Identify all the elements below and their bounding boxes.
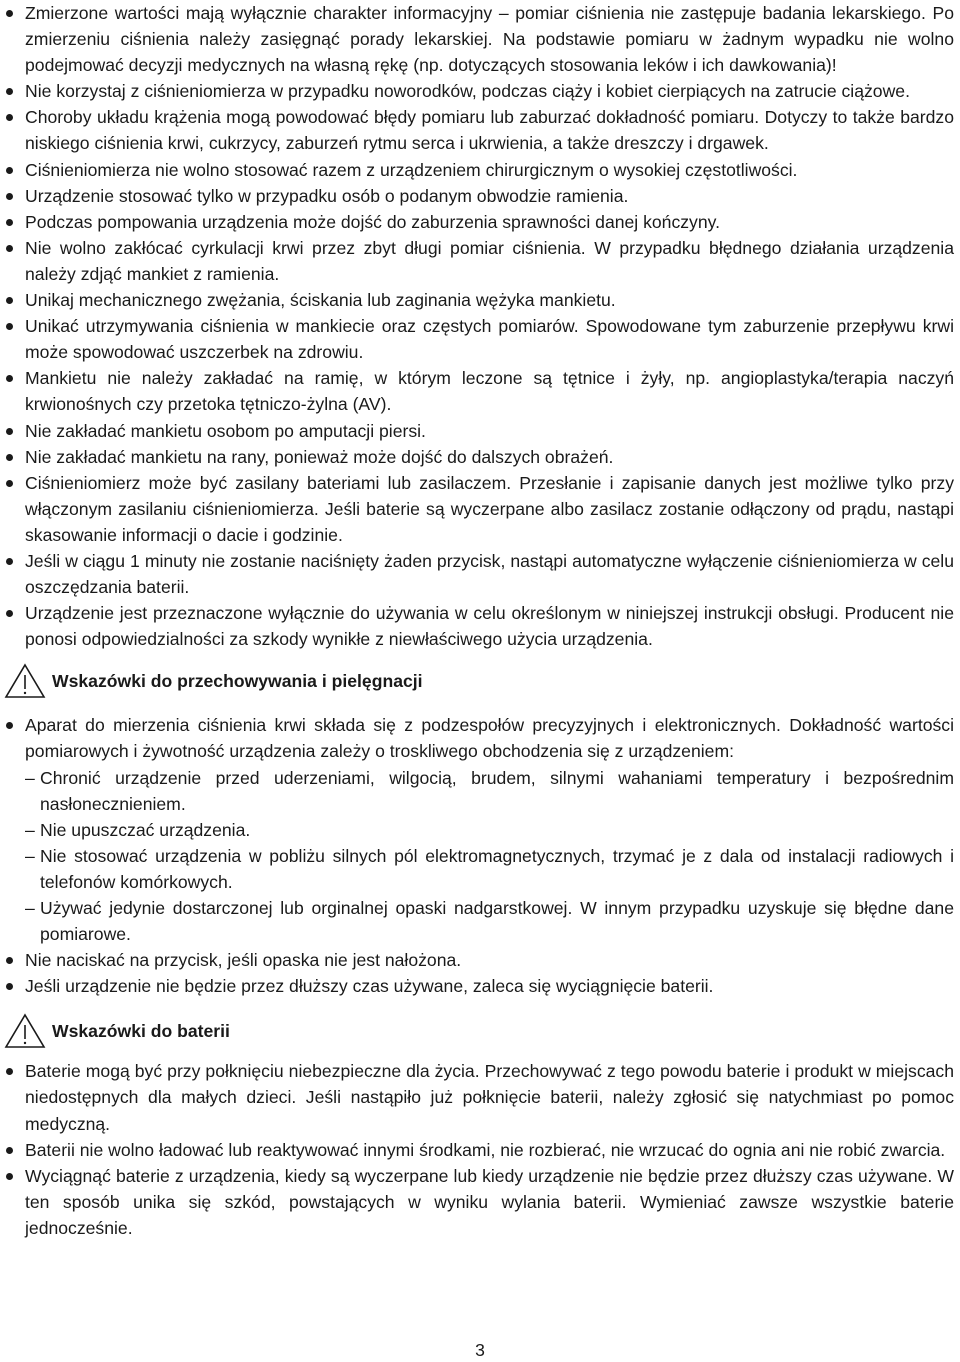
list-item: Mankietu nie należy zakładać na ramię, w którym leczone są tętnice i żyły, np. angioplastyka/terapia naczyń krwionośnych czy przetoka tętniczo-żylna (AV). [4,365,954,417]
list-item: Ciśnieniomierza nie wolno stosować razem z urządzeniem chirurgicznym o wysokiej częstotliwości. [4,157,954,183]
care-list [4,712,954,999]
list-item: Urządzenie jest przeznaczone wyłącznie do używania w celu określonym w niniejszej instrukcji obsługi. Producent nie ponosi odpowiedzialności za szkody wynikłe z niewłaściwego użycia urządzenia. [4,600,954,652]
section-title: Wskazówki do przechowywania i pielęgnacji [52,671,423,692]
page-number: 3 [475,1340,485,1360]
dash-item: – Chronić urządzenie przed uderzeniami, wilgocią, brudem, silnymi wahaniami temperatury i bezpośrednim nasłonecznieniem. [4,765,954,817]
list-item: Baterie mogą być przy połknięciu niebezpieczne dla życia. Przechowywać z tego powodu baterie i produkt w miejscach niedostępnych dla małych dzieci. Jeśli nastąpiło już połknięcie baterii, należy zgłosić się natychmiast po pomoc medyczną. [4,1058,954,1136]
section-heading-battery [4,1013,954,1049]
list-item: Zmierzone wartości mają wyłącznie charakter informacyjny – pomiar ciśnienia nie zastępuje badania lekarskiego. Po zmierzeniu ciśnienia należy zasięgnąć porady lekarskiej. Na podstawie pomiaru w żadnym wypadku nie wolno podejmować decyzji medycznych na własną rękę (np. dotyczących stosowania leków i ich dawkowania)! [4,0,954,78]
warning-triangle-icon [4,663,46,699]
list-item: Nie korzystaj z ciśnieniomierza w przypadku noworodków, podczas ciąży i kobiet cierpiących na zatrucie ciążowe. [4,78,954,104]
list-item: Wyciągnąć baterie z urządzenia, kiedy są wyczerpane lub kiedy urządzenie nie będzie przez dłuższy czas używane. W ten sposób unika się szkód, powstających w wyniku wylania baterii. Wymieniać zawsze wszystkie baterie jednocześnie. [4,1163,954,1241]
list-item: Unikać utrzymywania ciśnienia w mankiecie oraz częstych pomiarów. Spowodowane tym zaburzenie przepływu krwi może spowodować uszczerbek na zdrowiu. [4,313,954,365]
list-item: Baterii nie wolno ładować lub reaktywować innymi środkami, nie rozbierać, nie wrzucać do ognia ani nie robić zwarcia. [4,1137,954,1163]
list-item: Nie naciskać na przycisk, jeśli opaska nie jest nałożona. [4,947,954,973]
list-item: Podczas pompowania urządzenia może dojść do zaburzenia sprawności danej kończyny. [4,209,954,235]
warning-triangle-icon [4,1013,46,1049]
list-item [4,712,954,947]
list-item: Ciśnieniomierz może być zasilany bateriami lub zasilaczem. Przesłanie i zapisanie danych jest możliwe tylko przy włączonym zasilaniu ciśnieniomierza. Jeśli baterie są wyczerpane albo zasilacz zostanie odłączony od prądu, nastąpi skasowanie informacji o dacie i godzinie. [4,470,954,548]
section-title: Wskazówki do baterii [52,1021,230,1042]
list-item: Nie zakładać mankietu osobom po amputacji piersi. [4,418,954,444]
dash-item: – Nie stosować urządzenia w pobliżu silnych pól elektromagnetycznych, trzymać je z dala od instalacji radiowych i telefonów komórkowych. [4,843,954,895]
list-item: Unikaj mechanicznego zwężania, ściskania lub zaginania wężyka mankietu. [4,287,954,313]
list-item: Choroby układu krążenia mogą powodować błędy pomiaru lub zaburzać dokładność pomiaru. Dotyczy to także bardzo niskiego ciśnienia krwi, cukrzycy, zaburzeń rytmu serca i ukrwienia, a także dreszczy i drgawek. [4,104,954,156]
safety-list [4,0,954,652]
battery-list [4,1058,954,1241]
section-heading-care [4,663,954,699]
list-item: Urządzenie stosować tylko w przypadku osób o podanym obwodzie ramienia. [4,183,954,209]
list-item: Nie zakładać mankietu na rany, ponieważ może dojść do dalszych obrażeń. [4,444,954,470]
dash-item: – Używać jedynie dostarczonej lub orginalnej opaski nadgarstkowej. W innym przypadku uzyskuje się błędne dane pomiarowe. [4,895,954,947]
care-intro: Aparat do mierzenia ciśnienia krwi składa się z podzespołów precyzyjnych i elektronicznych. Dokładność wartości pomiarowych i żywotność urządzenia zależy o troskliwego obchodzenia się z urządzeniem: [25,715,954,762]
dash-item: – Nie upuszczać urządzenia. [4,817,954,843]
list-item: Jeśli w ciągu 1 minuty nie zostanie naciśnięty żaden przycisk, nastąpi automatyczne wyłączenie ciśnieniomierza w celu oszczędzania baterii. [4,548,954,600]
list-item: Nie wolno zakłócać cyrkulacji krwi przez zbyt długi pomiar ciśnienia. W przypadku błędnego działania urządzenia należy zdjąć mankiet z ramienia. [4,235,954,287]
list-item: Jeśli urządzenie nie będzie przez dłuższy czas używane, zaleca się wyciągnięcie baterii. [4,973,954,999]
care-dash-list [4,765,954,948]
